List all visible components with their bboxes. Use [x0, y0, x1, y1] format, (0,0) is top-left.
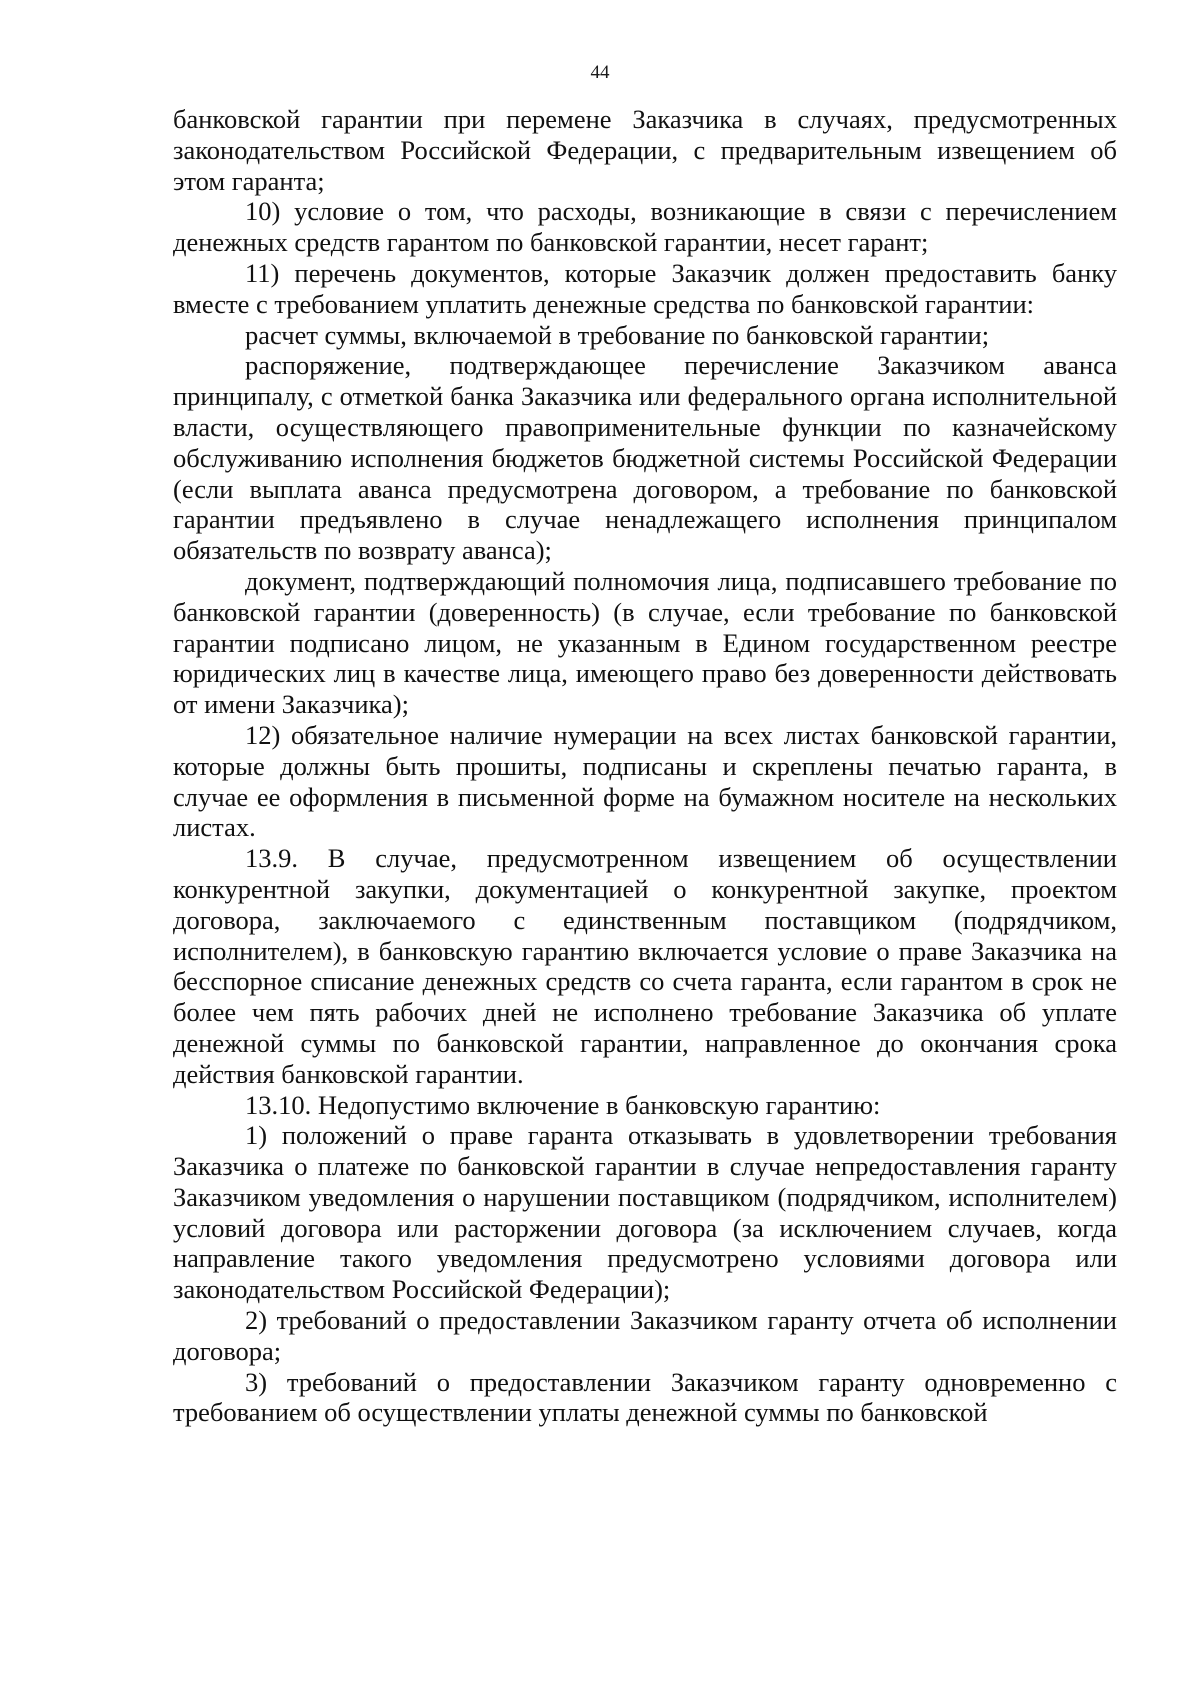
- paragraph: расчет суммы, включаемой в требование по банковской гарантии;: [245, 319, 990, 350]
- paragraph: 10) условие о том, что расходы, возникающие в связи с перечислением денежных средств гарантом по банковской гарантии, несет гарант;: [173, 196, 1117, 258]
- paragraph: документ, подтверждающий полномочия лица, подписавшего требование по банковской гарантии (доверенность) (в случае, если требование по банковской гарантии подписано лицом, не указанным в Едином государственном реестре юридических лиц в качестве лица, имеющего право без доверенности действовать от имени Заказчика);: [173, 565, 1117, 720]
- paragraph: банковской гарантии при перемене Заказчика в случаях, предусмотренных законодательством Российской Федерации, с предварительным извещением об этом гаранта;: [173, 104, 1117, 196]
- paragraph: 12) обязательное наличие нумерации на всех листах банковской гарантии, которые должны быть прошиты, подписаны и скреплены печатью гаранта, в случае ее оформления в письменной форме на бумажном носителе на нескольких листах.: [173, 719, 1117, 843]
- paragraph: 13.10. Недопустимо включение в банковскую гарантию:: [245, 1089, 881, 1120]
- page-number: 44: [590, 62, 610, 83]
- paragraph: 2) требований о предоставлении Заказчиком гаранту отчета об исполнении договора;: [173, 1305, 1117, 1366]
- paragraph: 1) положений о праве гаранта отказывать в удовлетворении требования Заказчика о платеже по банковской гарантии в случае непредоставления гаранту Заказчиком уведомления о нарушении поставщиком (подрядчиком, исполнителем) условий договора или расторжении договора (за исключением случаев, когда направление такого уведомления предусмотрено условиями договора или законодательством Российской Федерации);: [173, 1120, 1117, 1305]
- paragraph: 3) требований о предоставлении Заказчиком гаранту одновременно с требованием об осуществлении уплаты денежной суммы по банковской: [173, 1366, 1117, 1428]
- document-body: [173, 104, 1117, 1428]
- paragraph: распоряжение, подтверждающее перечисление Заказчиком аванса принципалу, с отметкой банка Заказчика или федерального органа исполнительной власти, осуществляющего правоприменительные функции по казначейскому обслуживанию исполнения бюджетов бюджетной системы Российской Федерации (если выплата аванса предусмотрена договором, а требование по банковской гарантии предъявлено в случае ненадлежащего исполнения принципалом обязательств по возврату аванса);: [173, 350, 1117, 566]
- paragraph: 13.9. В случае, предусмотренном извещением об осуществлении конкурентной закупки, документацией о конкурентной закупке, проектом договора, заключаемого с единственным поставщиком (подрядчиком, исполнителем), в банковскую гарантию включается условие о праве Заказчика на бесспорное списание денежных средств со счета гаранта, если гарантом в срок не более чем пять рабочих дней не исполнено требование Заказчика об уплате денежной суммы по банковской гарантии, направленное до окончания срока действия банковской гарантии.: [173, 843, 1117, 1089]
- paragraph: 11) перечень документов, которые Заказчик должен предоставить банку вместе с требованием уплатить денежные средства по банковской гарантии:: [173, 257, 1117, 319]
